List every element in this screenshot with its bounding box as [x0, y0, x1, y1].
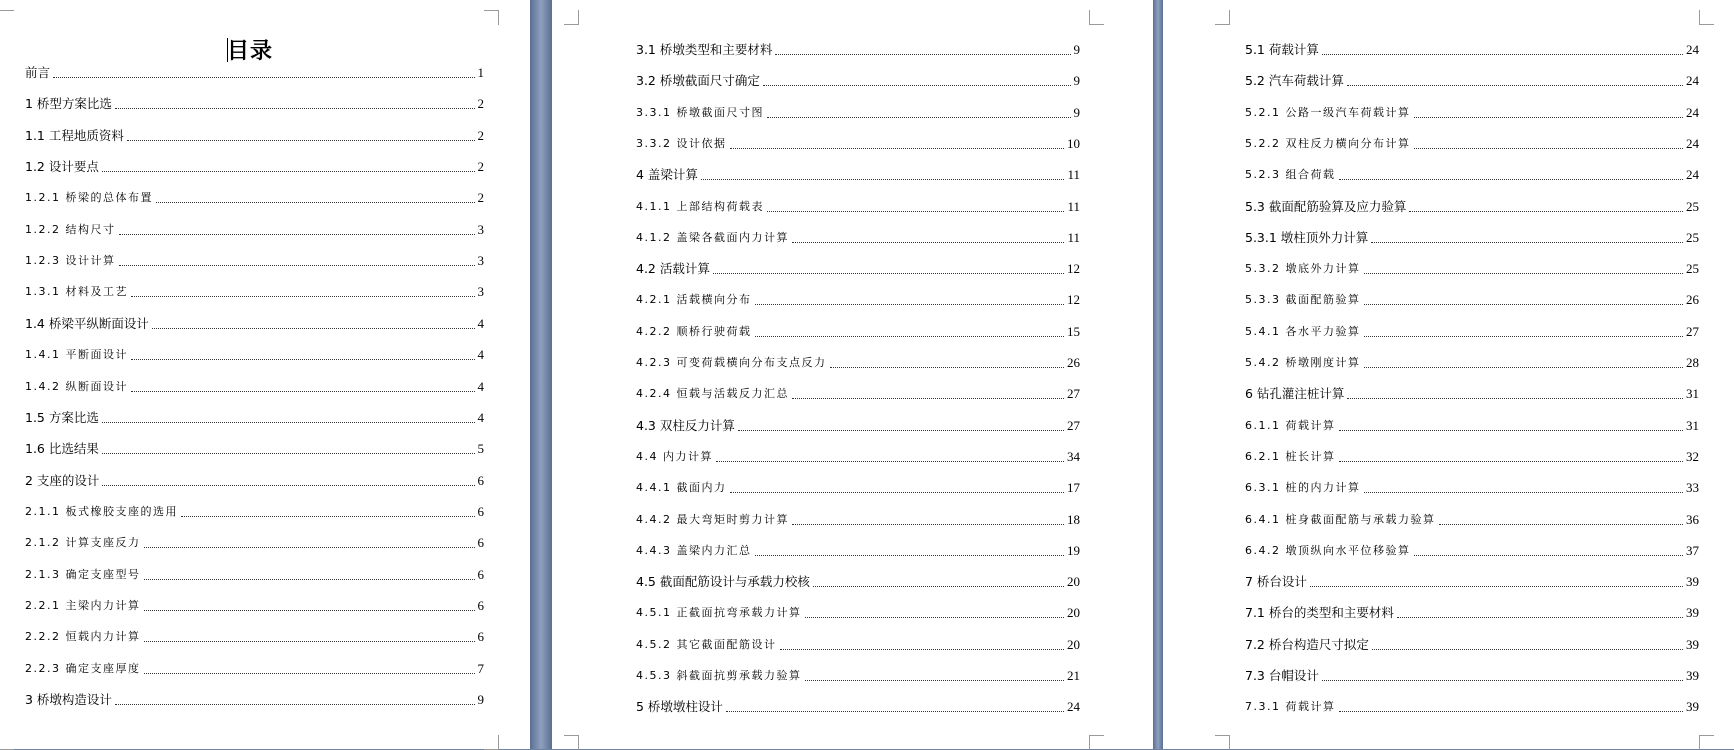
- toc-entry[interactable]: [636, 229, 1080, 247]
- toc-entry-label: 1.2.3 设计计算: [25, 254, 116, 267]
- toc-page-number: 37: [1686, 543, 1699, 558]
- toc-page-number: 39: [1686, 605, 1699, 620]
- toc-entry[interactable]: [1245, 385, 1699, 403]
- toc-leader-dots: [738, 429, 1064, 431]
- toc-leader-dots: [144, 578, 475, 580]
- toc-entry-label: 1.2.1 桥梁的总体布置: [25, 191, 153, 204]
- toc-page-number: 39: [1686, 637, 1699, 652]
- toc-page-number: 33: [1686, 480, 1699, 495]
- toc-page-number: 20: [1067, 574, 1080, 589]
- toc-entry-label: 4.4.1 截面内力: [636, 481, 727, 494]
- toc-leader-dots: [830, 366, 1065, 368]
- toc-entry-label: 1.2 设计要点: [25, 159, 99, 174]
- toc-leader-dots: [1439, 523, 1684, 525]
- toc-page-number: 27: [1067, 386, 1080, 401]
- toc-leader-dots: [1339, 460, 1684, 462]
- toc-entry-label: 5.2.2 双柱反力横向分布计算: [1245, 137, 1411, 150]
- toc-entry-label: 4.2.3 可变荷载横向分布支点反力: [636, 356, 827, 369]
- toc-leader-dots: [1339, 178, 1684, 180]
- toc-entry[interactable]: [636, 291, 1080, 309]
- toc-leader-dots: [805, 679, 1065, 681]
- toc-entry[interactable]: [25, 158, 484, 176]
- toc-entry-label: 3 桥墩构造设计: [25, 692, 112, 707]
- toc-leader-dots: [1371, 241, 1683, 243]
- toc-entry[interactable]: [25, 597, 484, 615]
- toc-leader-dots: [115, 703, 475, 705]
- document-page-3[interactable]: [1163, 0, 1734, 749]
- toc-entry[interactable]: [25, 95, 484, 113]
- toc-entry-label: 3.3.2 设计依据: [636, 137, 727, 150]
- toc-entry[interactable]: [636, 604, 1080, 622]
- toc-entry-label: 5.3.2 墩底外力计算: [1245, 262, 1361, 275]
- toc-page-number: 25: [1686, 261, 1699, 276]
- toc-leader-dots: [716, 460, 1064, 462]
- corner-mark: [0, 735, 14, 750]
- toc-entry[interactable]: [636, 448, 1080, 466]
- toc-page-number: 24: [1686, 73, 1699, 88]
- toc-leader-dots: [780, 648, 1065, 650]
- toc-leader-dots: [1364, 272, 1684, 274]
- toc-entry-label: 6.1.1 荷载计算: [1245, 419, 1336, 432]
- toc-page-number: 31: [1686, 386, 1699, 401]
- toc-entry-label: 1.4 桥梁平纵断面设计: [25, 316, 149, 331]
- toc-entry-label: 2.2.2 恒载内力计算: [25, 630, 141, 643]
- toc-entry[interactable]: [25, 221, 484, 239]
- toc-entry[interactable]: [636, 104, 1080, 122]
- toc-page-number: 2: [477, 128, 484, 143]
- toc-entry-label: 4.5.1 正截面抗弯承载力计算: [636, 606, 802, 619]
- toc-leader-dots: [1347, 397, 1683, 399]
- toc-leader-dots: [152, 327, 475, 329]
- toc-entry-label: 7.2 桥台构造尺寸拟定: [1245, 637, 1369, 652]
- corner-mark: [1215, 10, 1230, 25]
- toc-leader-dots: [156, 201, 475, 203]
- toc-leader-dots: [1372, 648, 1683, 650]
- toc-leader-dots: [767, 210, 1064, 212]
- toc-leader-dots: [102, 170, 475, 172]
- toc-page-number: 3: [477, 222, 484, 237]
- toc-leader-dots: [730, 147, 1065, 149]
- toc-page-number: 19: [1067, 543, 1080, 558]
- toc-page-number: 25: [1686, 199, 1699, 214]
- toc-entry-label: 4.1.1 上部结构荷载表: [636, 200, 764, 213]
- toc-entry[interactable]: [1245, 135, 1699, 153]
- toc-page-number: 6: [477, 473, 484, 488]
- toc-entry-label: 7.3 台帽设计: [1245, 668, 1319, 683]
- toc-entry[interactable]: [1245, 260, 1699, 278]
- toc-page-number: 11: [1067, 167, 1080, 182]
- toc-leader-dots: [1364, 335, 1684, 337]
- toc-leader-dots: [1339, 429, 1684, 431]
- corner-mark: [484, 10, 499, 25]
- toc-entry-label: 1.3.1 材料及工艺: [25, 285, 128, 298]
- toc-page-number: 26: [1067, 355, 1080, 370]
- toc-page-number: 24: [1686, 136, 1699, 151]
- toc-leader-dots: [131, 295, 475, 297]
- toc-page-number: 12: [1067, 261, 1080, 276]
- toc-page-number: 3: [477, 253, 484, 268]
- toc-entry-label: 4.5.2 其它截面配筋设计: [636, 638, 777, 651]
- toc-page-number: 31: [1686, 418, 1699, 433]
- toc-entry-label: 1 桥型方案比选: [25, 96, 112, 111]
- toc-leader-dots: [127, 139, 475, 141]
- toc-entry-label: 4.4.2 最大弯矩时剪力计算: [636, 513, 789, 526]
- toc-page-number: 28: [1686, 355, 1699, 370]
- toc-leader-dots: [1414, 554, 1684, 556]
- toc-entry-label: 4.5 截面配筋设计与承载力校核: [636, 574, 810, 589]
- toc-page-number: 6: [477, 598, 484, 613]
- toc-leader-dots: [701, 178, 1065, 180]
- toc-entry[interactable]: [25, 378, 484, 396]
- toc-leader-dots: [730, 491, 1065, 493]
- corner-mark: [1699, 10, 1714, 25]
- toc-page-number: 6: [477, 567, 484, 582]
- toc-entry-label: 2.2.3 确定支座厚度: [25, 662, 141, 675]
- toc-entry-label: 4.5.3 斜截面抗剪承载力验算: [636, 669, 802, 682]
- toc-entry[interactable]: [1245, 604, 1699, 622]
- toc-entry-label: 4.4 内力计算: [636, 450, 713, 463]
- toc-entry[interactable]: [636, 417, 1080, 435]
- toc-entry-label: 1.1 工程地质资料: [25, 128, 124, 143]
- toc-page-number: 39: [1686, 699, 1699, 714]
- toc-leader-dots: [1310, 585, 1683, 587]
- toc-entry-label: 5.2.1 公路一级汽车荷载计算: [1245, 106, 1411, 119]
- toc-page-number: 4: [477, 379, 484, 394]
- toc-page-number: 25: [1686, 230, 1699, 245]
- toc-leader-dots: [775, 53, 1070, 55]
- toc-entry[interactable]: [1245, 198, 1699, 216]
- toc-entry-label: 3.3.1 桥墩截面尺寸图: [636, 106, 764, 119]
- toc-entry-label: 1.4.1 平断面设计: [25, 348, 128, 361]
- toc-entry[interactable]: [1245, 417, 1699, 435]
- toc-entry[interactable]: [1245, 104, 1699, 122]
- toc-leader-dots: [713, 272, 1064, 274]
- toc-leader-dots: [1364, 491, 1684, 493]
- toc-entry[interactable]: [636, 198, 1080, 216]
- toc-entry-label: 1.6 比选结果: [25, 441, 99, 456]
- toc-entry[interactable]: [1245, 511, 1699, 529]
- corner-mark: [1699, 735, 1714, 750]
- toc-entry[interactable]: [25, 189, 484, 207]
- toc-entry[interactable]: [636, 511, 1080, 529]
- toc-entry[interactable]: [1245, 479, 1699, 497]
- toc-entry[interactable]: [1245, 323, 1699, 341]
- page-gutter: [1153, 0, 1163, 749]
- toc-page-number: 34: [1067, 449, 1080, 464]
- toc-entry[interactable]: [1245, 636, 1699, 654]
- toc-leader-dots: [1397, 616, 1683, 618]
- toc-entry-label: 4.2.4 恒载与活载反力汇总: [636, 387, 789, 400]
- toc-entry-label: 5.2 汽车荷载计算: [1245, 73, 1344, 88]
- toc-page-number: 27: [1067, 418, 1080, 433]
- toc-page-number: 18: [1067, 512, 1080, 527]
- toc-leader-dots: [1364, 303, 1684, 305]
- toc-page-number: 36: [1686, 512, 1699, 527]
- toc-page-number: 4: [477, 347, 484, 362]
- toc-entry-label: 6.4.2 墩顶纵向水平位移验算: [1245, 544, 1411, 557]
- toc-entry-label: 6.3.1 桩的内力计算: [1245, 481, 1361, 494]
- corner-mark: [1215, 735, 1230, 750]
- toc-leader-dots: [755, 554, 1065, 556]
- toc-entry[interactable]: [1245, 573, 1699, 591]
- toc-page-number: 24: [1686, 105, 1699, 120]
- toc-page-number: 7: [477, 661, 484, 676]
- toc-entry[interactable]: [25, 252, 484, 270]
- toc-page-number: 26: [1686, 292, 1699, 307]
- toc-page-number: 3: [477, 284, 484, 299]
- toc-page-number: 4: [477, 316, 484, 331]
- toc-entry[interactable]: [25, 503, 484, 521]
- toc-entry-label: 6.4.1 桩身截面配筋与承载力验算: [1245, 513, 1436, 526]
- toc-entry-label: 前言: [25, 65, 51, 80]
- toc-entry[interactable]: [636, 698, 1080, 716]
- toc-leader-dots: [755, 303, 1065, 305]
- toc-entry[interactable]: [636, 323, 1080, 341]
- toc-entry-label: 5.1 荷载计算: [1245, 42, 1319, 57]
- toc-entry[interactable]: [1245, 667, 1699, 685]
- toc-leader-dots: [763, 84, 1071, 86]
- toc-page-number: 2: [477, 159, 484, 174]
- toc-entry-label: 5.3.3 截面配筋验算: [1245, 293, 1361, 306]
- toc-page-number: 24: [1686, 42, 1699, 57]
- toc-page-number: 6: [477, 629, 484, 644]
- toc-leader-dots: [792, 397, 1064, 399]
- toc-leader-dots: [144, 546, 475, 548]
- toc-entry-label: 1.5 方案比选: [25, 410, 99, 425]
- corner-mark: [0, 10, 14, 25]
- toc-leader-dots: [792, 241, 1064, 243]
- toc-entry-label: 2 支座的设计: [25, 473, 100, 488]
- toc-entry[interactable]: [1245, 229, 1699, 247]
- document-page-2[interactable]: [552, 0, 1153, 749]
- toc-page-number: 5: [477, 441, 484, 456]
- toc-page-number: 1: [477, 65, 484, 80]
- toc-entry[interactable]: [25, 346, 484, 364]
- toc-entry[interactable]: [25, 409, 484, 427]
- corner-mark: [564, 735, 579, 750]
- toc-entry[interactable]: [1245, 542, 1699, 560]
- toc-leader-dots: [1364, 366, 1684, 368]
- toc-entry[interactable]: [1245, 72, 1699, 90]
- toc-entry[interactable]: [25, 64, 484, 82]
- toc-entry-label: 5.4.2 桥墩刚度计算: [1245, 356, 1361, 369]
- toc-page-number: 11: [1067, 230, 1080, 245]
- toc-page-number: 20: [1067, 637, 1080, 652]
- toc-leader-dots: [102, 452, 475, 454]
- toc-entry-label: 4.2.2 顺桥行驶荷载: [636, 325, 752, 338]
- toc-entry[interactable]: [636, 166, 1080, 184]
- corner-mark: [1089, 735, 1104, 750]
- toc-page-number: 39: [1686, 668, 1699, 683]
- toc-entry[interactable]: [1245, 41, 1699, 59]
- toc-page-number: 9: [1073, 73, 1080, 88]
- toc-leader-dots: [144, 609, 475, 611]
- toc-entry[interactable]: [25, 534, 484, 552]
- toc-leader-dots: [1339, 710, 1684, 712]
- toc-entry-label: 7.1 桥台的类型和主要材料: [1245, 605, 1394, 620]
- toc-entry-label: 2.1.3 确定支座型号: [25, 568, 141, 581]
- toc-leader-dots: [1414, 116, 1684, 118]
- toc-entry-label: 5.3 截面配筋验算及应力验算: [1245, 199, 1407, 214]
- toc-leader-dots: [767, 116, 1071, 118]
- toc-leader-dots: [726, 710, 1064, 712]
- toc-entry-label: 4.2.1 活载横向分布: [636, 293, 752, 306]
- toc-entry[interactable]: [1245, 698, 1699, 716]
- toc-page-number: 6: [477, 535, 484, 550]
- toc-entry[interactable]: [25, 691, 484, 709]
- toc-entry-label: 5 桥墩墩柱设计: [636, 699, 723, 714]
- toc-leader-dots: [805, 616, 1065, 618]
- toc-entry[interactable]: [1245, 291, 1699, 309]
- toc-entry-label: 7 桥台设计: [1245, 574, 1307, 589]
- toc-entry-label: 5.4.1 各水平力验算: [1245, 325, 1361, 338]
- toc-page-number: 11: [1067, 199, 1080, 214]
- toc-entry[interactable]: [25, 440, 484, 458]
- toc-entry[interactable]: [636, 573, 1080, 591]
- toc-entry-label: 2.1.2 计算支座反力: [25, 536, 141, 549]
- toc-page-number: 6: [477, 504, 484, 519]
- toc-leader-dots: [755, 335, 1065, 337]
- document-page-1[interactable]: [0, 0, 530, 749]
- toc-entry[interactable]: [25, 660, 484, 678]
- toc-leader-dots: [131, 390, 475, 392]
- toc-entry-label: 3.1 桥墩类型和主要材料: [636, 42, 773, 57]
- toc-page-number: 20: [1067, 605, 1080, 620]
- corner-mark: [564, 10, 579, 25]
- toc-page-number: 9: [1073, 105, 1080, 120]
- toc-page-number: 15: [1067, 324, 1080, 339]
- corner-mark: [484, 735, 499, 750]
- toc-leader-dots: [53, 76, 474, 78]
- toc-entry-label: 5.3.1 墩柱顶外力计算: [1245, 230, 1369, 245]
- toc-page-number: 39: [1686, 574, 1699, 589]
- toc-leader-dots: [792, 523, 1064, 525]
- toc-entry[interactable]: [25, 628, 484, 646]
- toc-entry-label: 2.1.1 板式橡胶支座的选用: [25, 505, 178, 518]
- toc-page-number: 9: [477, 692, 484, 707]
- toc-entry[interactable]: [25, 127, 484, 145]
- toc-entry[interactable]: [636, 354, 1080, 372]
- toc-entry[interactable]: [636, 135, 1080, 153]
- toc-leader-dots: [119, 233, 475, 235]
- toc-entry-label: 7.3.1 荷载计算: [1245, 700, 1336, 713]
- toc-entry-label: 6.2.1 桩长计算: [1245, 450, 1336, 463]
- toc-page-number: 24: [1686, 167, 1699, 182]
- toc-entry[interactable]: [1245, 448, 1699, 466]
- page-gutter: [530, 0, 552, 749]
- toc-leader-dots: [1409, 210, 1683, 212]
- toc-page-number: 21: [1067, 668, 1080, 683]
- toc-page-number: 4: [477, 410, 484, 425]
- toc-entry[interactable]: [25, 566, 484, 584]
- toc-entry-label: 3.2 桥墩截面尺寸确定: [636, 73, 760, 88]
- toc-entry[interactable]: [25, 283, 484, 301]
- toc-entry-label: 4.2 活载计算: [636, 261, 710, 276]
- toc-entry-label: 4.1.2 盖梁各截面内力计算: [636, 231, 789, 244]
- toc-leader-dots: [1347, 84, 1683, 86]
- toc-title: 目录: [226, 39, 273, 64]
- toc-entry[interactable]: [636, 41, 1080, 59]
- toc-entry[interactable]: [1245, 354, 1699, 372]
- toc-entry[interactable]: [25, 315, 484, 333]
- toc-entry[interactable]: [25, 472, 484, 490]
- toc-leader-dots: [144, 672, 475, 674]
- toc-entry-label: 6 钻孔灌注桩计算: [1245, 386, 1345, 401]
- toc-entry-label: 1.4.2 纵断面设计: [25, 380, 128, 393]
- toc-page-number: 24: [1067, 699, 1080, 714]
- corner-mark: [1089, 10, 1104, 25]
- toc-page-number: 2: [477, 190, 484, 205]
- toc-leader-dots: [1322, 679, 1683, 681]
- toc-leader-dots: [119, 264, 475, 266]
- toc-leader-dots: [115, 107, 475, 109]
- toc-page-number: 2: [477, 96, 484, 111]
- toc-entry-label: 4.4.3 盖梁内力汇总: [636, 544, 752, 557]
- toc-entry[interactable]: [636, 636, 1080, 654]
- toc-leader-dots: [102, 484, 474, 486]
- toc-page-number: 9: [1073, 42, 1080, 57]
- toc-entry-label: 4.3 双柱反力计算: [636, 418, 735, 433]
- toc-leader-dots: [131, 358, 475, 360]
- toc-leader-dots: [1322, 53, 1683, 55]
- toc-entry-label: 1.2.2 结构尺寸: [25, 223, 116, 236]
- toc-page-number: 12: [1067, 292, 1080, 307]
- toc-leader-dots: [102, 421, 475, 423]
- toc-page-number: 17: [1067, 480, 1080, 495]
- toc-entry[interactable]: [636, 542, 1080, 560]
- toc-entry-label: 5.2.3 组合荷载: [1245, 168, 1336, 181]
- toc-leader-dots: [813, 585, 1064, 587]
- toc-page-number: 27: [1686, 324, 1699, 339]
- toc-entry-label: 2.2.1 主梁内力计算: [25, 599, 141, 612]
- toc-leader-dots: [1414, 147, 1684, 149]
- toc-page-number: 10: [1067, 136, 1080, 151]
- toc-entry[interactable]: [636, 667, 1080, 685]
- toc-entry[interactable]: [636, 72, 1080, 90]
- toc-leader-dots: [144, 640, 475, 642]
- toc-entry[interactable]: [636, 479, 1080, 497]
- toc-leader-dots: [181, 515, 475, 517]
- toc-entry[interactable]: [636, 260, 1080, 278]
- toc-entry[interactable]: [1245, 166, 1699, 184]
- toc-entry[interactable]: [636, 385, 1080, 403]
- toc-page-number: 32: [1686, 449, 1699, 464]
- toc-entry-label: 4 盖梁计算: [636, 167, 698, 182]
